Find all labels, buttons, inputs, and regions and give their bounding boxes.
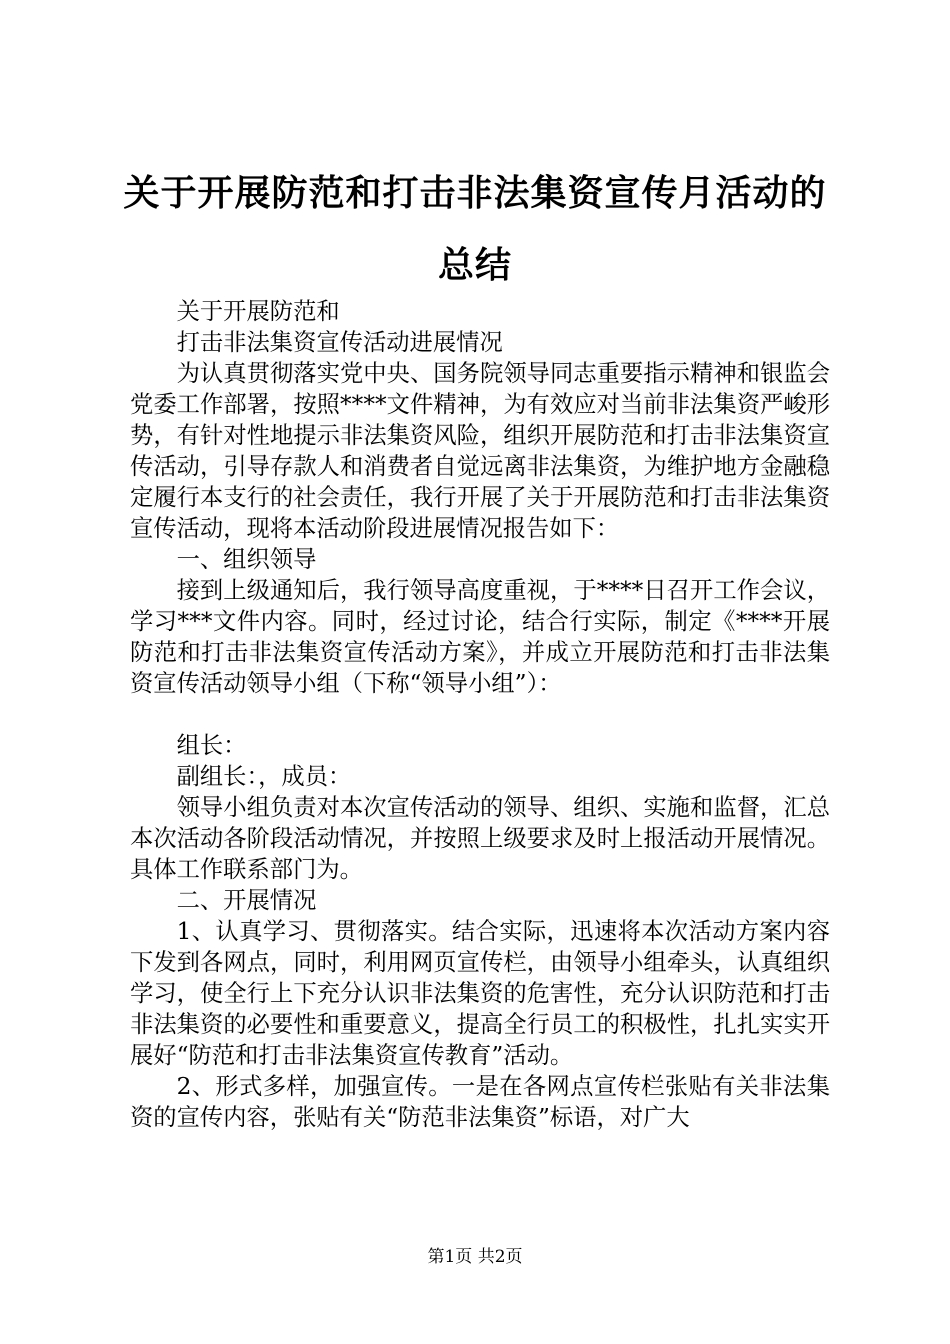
- paragraph-deputy-members: 副组长：，成员：: [176, 763, 352, 790]
- paragraph-group-duties: 领导小组负责对本次宣传活动的领导、组织、实施和监督，汇总本次活动各阶段活动情况，并按照上级要求及时上报活动开展情况。具体工作联系部门为。: [130, 794, 830, 883]
- paragraph-heading-line-1: 关于开展防范和: [176, 298, 340, 325]
- blank-line: [130, 699, 830, 730]
- document-title: 关于开展防范和打击非法集资宣传月活动的总结: [123, 173, 827, 286]
- section-heading-progress: 二、开展情况: [176, 887, 317, 914]
- paragraph-organization: 接到上级通知后，我行领导高度重视，于****日召开工作会议，学习***文件内容。同时，经过讨论，结合行实际，制定《****开展防范和打击非法集资宣传活动方案》，并成立开展防范和打击非法集资宣传活动领导小组（下称“领导小组”）：: [130, 577, 830, 697]
- paragraph-progress-1: 1、认真学习、贯彻落实。结合实际，迅速将本次活动方案内容下发到各网点，同时，利用网页宣传栏，由领导小组牵头，认真组织学习，使全行上下充分认识非法集资的危害性，充分认识防范和打击非法集资的必要性和重要意义，提高全行员工的积极性，扎扎实实开展好“防范和打击非法集资宣传教育”活动。: [130, 918, 830, 1069]
- page-footer: 第1页 共2页: [427, 1247, 523, 1267]
- paragraph-progress-2: 2、形式多样，加强宣传。一是在各网点宣传栏张贴有关非法集资的宣传内容，张贴有关“防范非法集资”标语，对广大: [130, 1073, 830, 1131]
- paragraph-leader: 组长：: [176, 732, 247, 759]
- paragraph-intro: 为认真贯彻落实党中央、国务院领导同志重要指示精神和银监会党委工作部署，按照****文件精神，为有效应对当前非法集资严峻形势，有针对性地提示非法集资风险，组织开展防范和打击非法集资宣传活动，引导存款人和消费者自觉远离非法集资，为维护地方金融稳定履行本支行的社会责任，我行开展了关于开展防范和打击非法集资宣传活动，现将本活动阶段进展情况报告如下：: [130, 360, 830, 542]
- section-heading-organization: 一、组织领导: [176, 546, 317, 573]
- document-body: [130, 296, 830, 1133]
- paragraph-heading-line-2: 打击非法集资宣传活动进展情况: [176, 329, 503, 356]
